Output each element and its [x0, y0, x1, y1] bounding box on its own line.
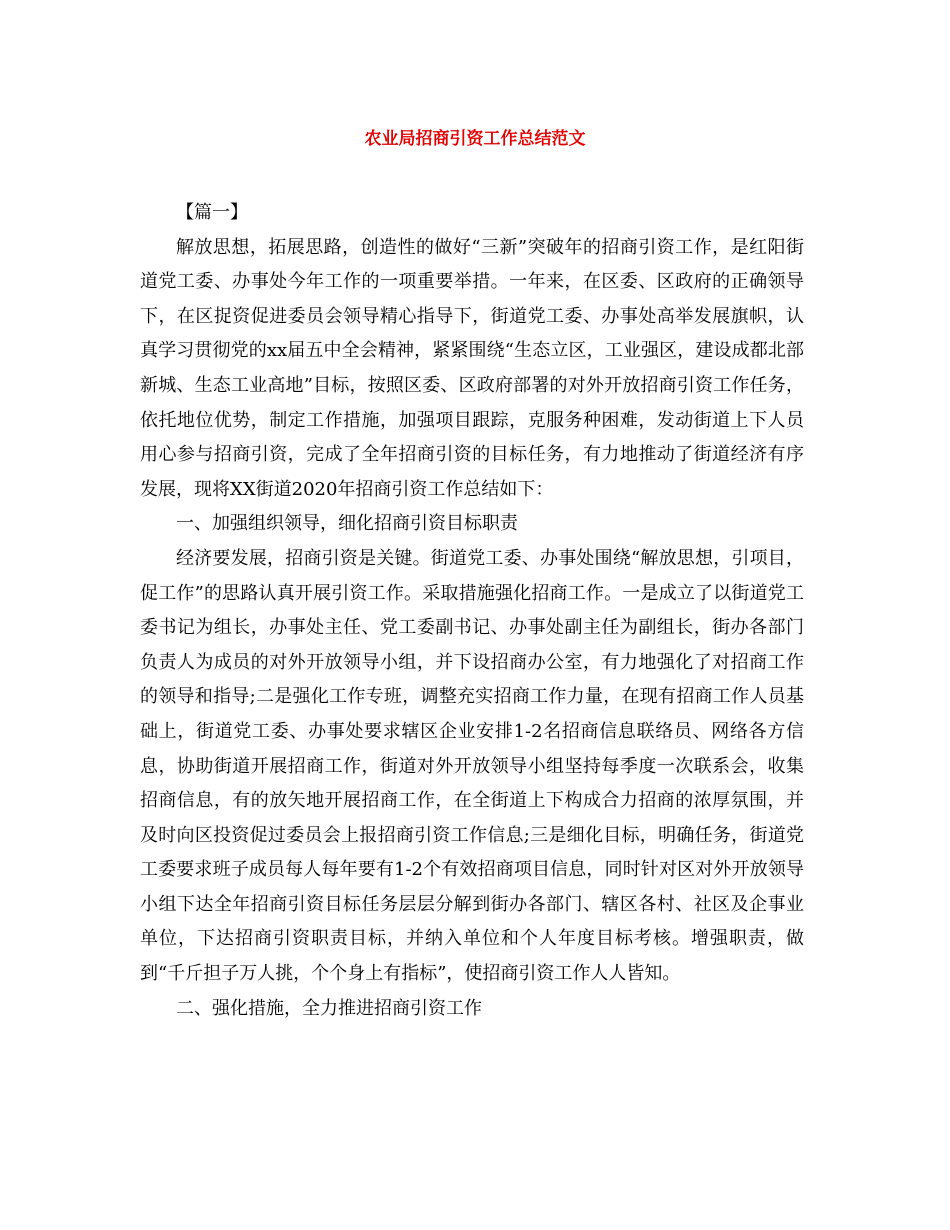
document-body — [140, 196, 804, 1026]
heading-section-1: 一、加强组织领导，细化招商引资目标职责 — [176, 513, 518, 535]
document-title: 农业局招商引资工作总结范文 — [364, 129, 586, 149]
section-label: 【篇一】 — [176, 202, 248, 223]
paragraph-section-1: 经济要发展，招商引资是关键。街道党工委、办事处围绕“解放思想，引项目，促工作”的思路认真开展引资工作。采取措施强化招商工作。一是成立了以街道党工委书记为组长，办事处主任、党工委副书记、办事处副主任为副组长，街办各部门负责人为成员的对外开放领导小组，并下设招商办公室，有力地强化了对招商工作的领导和指导;二是强化工作专班，调整充实招商工作力量，在现有招商工作人员基础上，街道党工委、办事处要求辖区企业安排1-2名招商信息联络员、网络各方信息，协助街道开展招商工作，街道对外开放领导小组坚持每季度一次联系会，收集招商信息，有的放矢地开展招商工作，在全街道上下构成合力招商的浓厚氛围，并及时向区投资促过委员会上报招商引资工作信息;三是细化目标，明确任务，街道党工委要求班子成员每人每年要有1-2个有效招商项目信息，同时针对区对外开放领导小组下达全年招商引资目标任务层层分解到街办各部门、辖区各村、社区及企事业单位，下达招商引资职责目标，并纳入单位和个人年度目标考核。增强职责，做到“千斤担子万人挑，个个身上有指标”，使招商引资工作人人皆知。 — [140, 547, 804, 985]
paragraph-intro: 解放思想，拓展思路，创造性的做好“三新”突破年的招商引资工作，是红阳街道党工委、办事处今年工作的一项重要举措。一年来，在区委、区政府的正确领导下，在区捉资促进委员会领导精心指导下，街道党工委、办事处高举发展旗帜，认真学习贯彻党的xx届五中全会精神，紧紧围绕“生态立区，工业强区，建设成都北部新城、生态工业高地”目标，按照区委、区政府部署的对外开放招商引资工作任务，依托地位优势，制定工作措施，加强项目跟踪，克服务种困难，发动街道上下人员用心参与招商引资，完成了全年招商引资的目标任务，有力地推动了街道经济有序发展，现将XX街道2020年招商引资工作总结如下： — [140, 236, 804, 500]
heading-section-2: 二、强化措施，全力推进招商引资工作 — [176, 997, 482, 1019]
